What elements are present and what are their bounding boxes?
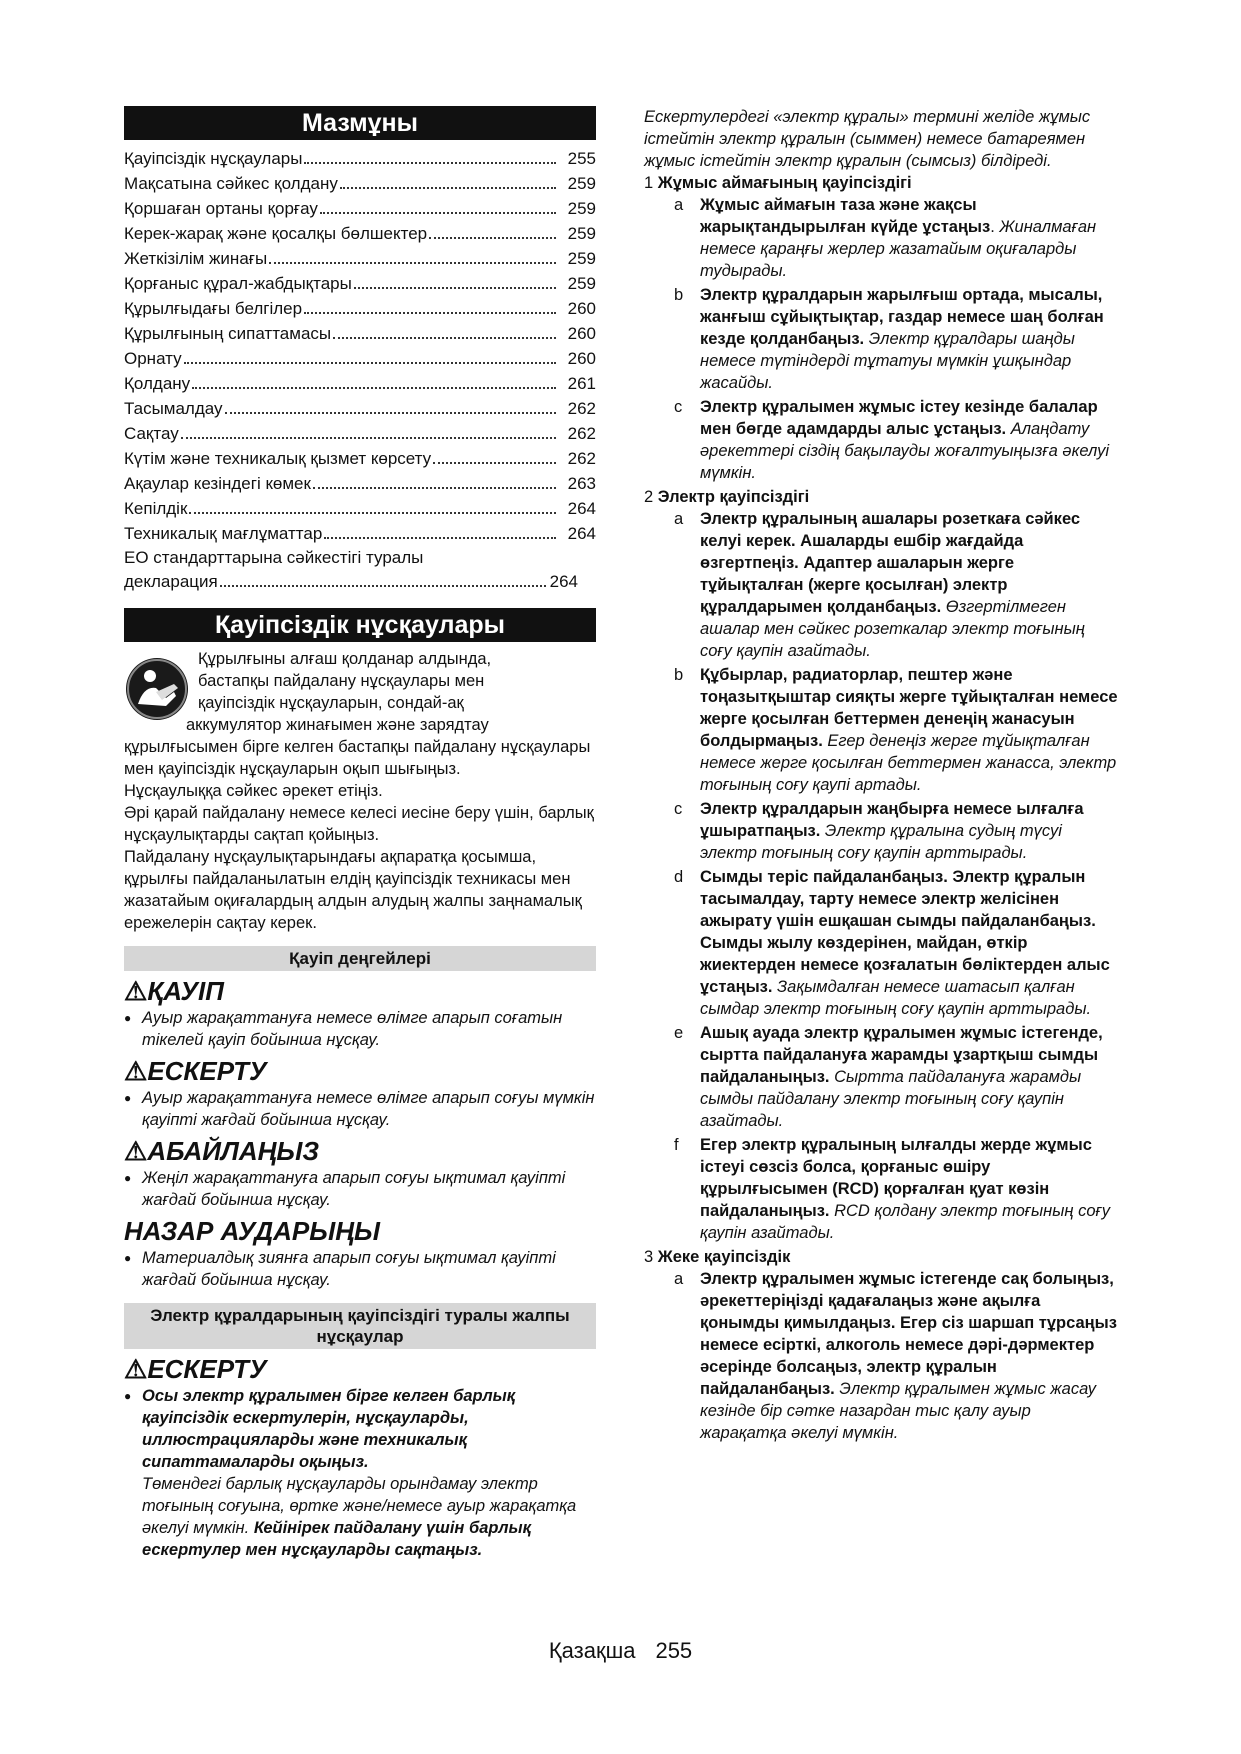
safety-sections bbox=[644, 172, 1118, 1444]
page-footer bbox=[0, 1638, 1241, 1664]
general-warning-heading: ⚠ЕСКЕРТУ bbox=[124, 1354, 267, 1384]
toc-row-declaration[interactable] bbox=[124, 546, 596, 594]
footer-language: Қазақша bbox=[548, 1638, 636, 1663]
toc-entry-title: Құрылғыдағы белгілер bbox=[124, 299, 303, 318]
item-letter: f bbox=[674, 1136, 679, 1154]
item-letter: a bbox=[674, 196, 684, 214]
intro-line-1: Құрылғыны алғаш қолданар алдында, bbox=[198, 650, 492, 668]
safety-item bbox=[644, 508, 1118, 662]
warning-triangle-icon: ⚠ bbox=[124, 1056, 148, 1086]
toc-row[interactable] bbox=[124, 471, 596, 496]
toc-declaration-line1: ЕО стандарттарына сәйкестігі туралы bbox=[124, 548, 424, 567]
item-bold: Электр құралдарын жаңбырға немесе ылғалға ұшыратпаңыз. bbox=[700, 800, 1084, 840]
toc-leader bbox=[333, 337, 556, 339]
item-bold: Жұмыс аймағын таза және жақсы жарықтандырылған күйде ұстаңыз bbox=[700, 196, 991, 236]
toc-title: Мазмұны bbox=[124, 106, 596, 140]
toc-leader bbox=[429, 237, 556, 239]
item-bold: Электр құралымен жұмыс істеу кезінде балалар мен бөгде адамдарды алыс ұстаңыз. bbox=[700, 398, 1098, 438]
toc-row[interactable] bbox=[124, 496, 596, 521]
caution-heading: ⚠АБАЙЛАҢЫЗ bbox=[124, 1136, 320, 1166]
notice-text: ● Материалдық зиянға апарып соғуы ықтимал қауіпті жағдай бойынша нұсқау. bbox=[124, 1247, 596, 1291]
item-sep: . bbox=[990, 218, 995, 236]
toc-entry-title: Кепілдік bbox=[124, 499, 188, 518]
intro-p2: Нұсқаулыққа сәйкес әрекет етіңіз. bbox=[124, 782, 383, 800]
warning-triangle-icon: ⚠ bbox=[124, 1354, 148, 1384]
caution-text: ● Жеңіл жарақаттануға апарып соғуы ықтимал қауіпті жағдай бойынша нұсқау. bbox=[124, 1167, 596, 1211]
general-b3: Кейінірек пайдалану үшін барлық ескертулер мен нұсқауларды сақтаңыз. bbox=[142, 1519, 531, 1559]
toc-leader bbox=[304, 312, 556, 314]
toc-row[interactable] bbox=[124, 246, 596, 271]
item-bold: Электр құралдарын жарылғыш ортада, мысалы, жанғыш сұйықтықтар, газдар немесе шаң болған кезде қолданбаңыз. bbox=[700, 286, 1104, 348]
item-letter: b bbox=[674, 666, 684, 684]
toc-row[interactable] bbox=[124, 271, 596, 296]
toc-entry-page: 255 bbox=[567, 149, 596, 168]
item-italic: Электр құралына судың түсуі электр тоғының соғу қаупін арттырады. bbox=[700, 822, 1062, 862]
safety-item bbox=[644, 798, 1118, 864]
item-italic: Өзгертілмеген ашалар мен сәйкес розеткалар электр тоғының соғу қаупін азайтады. bbox=[700, 598, 1085, 660]
safety-item bbox=[644, 396, 1118, 484]
safety-intro bbox=[124, 648, 596, 934]
toc-leader bbox=[320, 212, 556, 214]
toc-row[interactable] bbox=[124, 321, 596, 346]
safety-item bbox=[644, 1268, 1118, 1444]
toc-entry-title: Мақсатына сәйкес қолдану bbox=[124, 174, 338, 193]
item-italic: Зақымдалған немесе шатасып қалған сымдар электр тоғының соғу қаупін арттырады. bbox=[700, 978, 1092, 1018]
notice-heading: НАЗАР АУДАРЫҢЫ bbox=[124, 1216, 381, 1246]
warning-text: ● Ауыр жарақаттануға немесе өлімге апарып соғуы мүмкін қауіпті жағдай бойынша нұсқау. bbox=[124, 1087, 596, 1131]
section-heading: 1 Жұмыс аймағының қауіпсіздігі bbox=[644, 174, 912, 192]
toc-entry-title: Ақаулар кезіндегі көмек bbox=[124, 474, 311, 493]
toc-leader bbox=[324, 537, 556, 539]
item-bold: Құбырлар, радиаторлар, пештер және тоңазытқыштар сияқты жерге тұйықталған немесе жерге қосылған беттермен денеңің жанасуын болдырмаңыз. bbox=[700, 666, 1118, 750]
toc-entry-title: Орнату bbox=[124, 349, 182, 368]
item-italic: Сыртта пайдалануға жарамды сымды пайдалану электр тоғының соғу қаупін азайтады. bbox=[700, 1068, 1082, 1130]
warning-heading: ⚠ЕСКЕРТУ bbox=[124, 1056, 267, 1086]
toc-leader bbox=[354, 287, 556, 289]
toc-entry-title: Техникалық мағлұматтар bbox=[124, 524, 323, 543]
toc-entry-page: 260 bbox=[567, 299, 596, 318]
item-italic: Алаңдату әрекеттері сіздің бақылауды жоғалтуыңызға әкелуі мүмкін. bbox=[700, 420, 1110, 482]
safety-item bbox=[644, 194, 1118, 282]
toc-row[interactable] bbox=[124, 196, 596, 221]
hazard-levels-title: Қауіп деңгейлері bbox=[124, 946, 596, 971]
toc-entry-page: 259 bbox=[567, 249, 596, 268]
toc-row[interactable] bbox=[124, 421, 596, 446]
safety-item bbox=[644, 1134, 1118, 1244]
toc-entry-page: 259 bbox=[567, 274, 596, 293]
toc-leader bbox=[181, 437, 556, 439]
general-b1: Осы электр құралымен бірге келген барлық қауіпсіздік ескертулерін, нұсқауларды, иллюстрацияларды және техникалық сипаттамаларды оқыңыз. bbox=[142, 1387, 516, 1471]
toc-row[interactable] bbox=[124, 171, 596, 196]
toc-entry-title: Тасымалдау bbox=[124, 399, 223, 418]
item-letter: c bbox=[674, 800, 683, 818]
toc-leader bbox=[269, 262, 556, 264]
safety-item bbox=[644, 284, 1118, 394]
toc-row[interactable] bbox=[124, 446, 596, 471]
toc-entry-page: 259 bbox=[567, 224, 596, 243]
item-letter: a bbox=[674, 1270, 684, 1288]
item-bold: Егер электр құралының ылғалды жерде жұмыс істеуі сөзсіз болса, қорғаныс өшіру құрылғысымен (RCD) қорғалған қуат көзін пайдаланыңыз. bbox=[700, 1136, 1092, 1220]
left-column bbox=[124, 106, 596, 1561]
toc-declaration-line2: декларация bbox=[124, 572, 218, 591]
item-italic: RCD қолдану электр тоғының соғу қаупін азайтады. bbox=[700, 1202, 1110, 1242]
section-heading: 2 Электр қауіпсіздігі bbox=[644, 488, 810, 506]
warning-triangle-icon: ⚠ bbox=[124, 1136, 148, 1166]
toc-entry-page: 264 bbox=[567, 524, 596, 543]
intro-line-3: қауіпсіздік нұсқауларын, сондай-ақ bbox=[198, 694, 464, 712]
toc-entry-title: Қоршаған ортаны қорғау bbox=[124, 199, 318, 218]
toc-list bbox=[124, 146, 596, 546]
danger-heading: ⚠ҚАУІП bbox=[124, 976, 224, 1006]
toc-entry-title: Жеткізілім жинағы bbox=[124, 249, 268, 268]
item-italic: Электр құралдары шаңды немесе түтіндерді тұтатуы мүмкін ұшқындар жасайды. bbox=[700, 330, 1075, 392]
toc-row[interactable] bbox=[124, 346, 596, 371]
toc-leader bbox=[225, 412, 556, 414]
read-manual-icon bbox=[126, 658, 188, 720]
toc-entry-page: 259 bbox=[567, 174, 596, 193]
item-bold: Сымды теріс пайдаланбаңыз. Электр құралын тасымалдау, тарту немесе электр желісінен ажырату үшін ешқашан сымды пайдаланбаңыз. Сымды жылу көздерінен, майдан, өткір жиектерден немесе қозғалатын бөліктерден алыс ұстаңыз. bbox=[700, 868, 1110, 996]
toc-entry-page: 259 bbox=[567, 199, 596, 218]
toc-entry-page: 260 bbox=[567, 349, 596, 368]
toc-leader bbox=[340, 187, 556, 189]
toc-entry-title: Керек-жарақ және қосалқы бөлшектер bbox=[124, 224, 428, 243]
toc-entry-page: 264 bbox=[567, 499, 596, 518]
item-letter: b bbox=[674, 286, 684, 304]
toc-entry-title: Қолдану bbox=[124, 374, 191, 393]
toc-entry-title: Сақтау bbox=[124, 424, 179, 443]
warning-triangle-icon: ⚠ bbox=[124, 976, 148, 1006]
toc-entry-title: Қорғаныс құрал-жабдықтары bbox=[124, 274, 352, 293]
toc-entry-page: 260 bbox=[567, 324, 596, 343]
toc-row[interactable] bbox=[124, 521, 596, 546]
safety-item bbox=[644, 866, 1118, 1020]
general-warning-text bbox=[124, 1385, 596, 1561]
general-safety-title: Электр құралдарының қауіпсіздігі туралы жалпы нұсқаулар bbox=[124, 1303, 596, 1349]
toc-leader bbox=[189, 512, 556, 514]
item-letter: e bbox=[674, 1024, 684, 1042]
item-letter: c bbox=[674, 398, 683, 416]
danger-text: ● Ауыр жарақаттануға немесе өлімге апарып соғатын тікелей қауіп бойынша нұсқау. bbox=[124, 1007, 596, 1051]
general-b2: Төмендегі барлық нұсқауларды орындамау электр тоғының соғуына, өртке және/немесе ауыр жарақатқа әкелуі мүмкін. bbox=[142, 1475, 577, 1537]
safety-title: Қауіпсіздік нұсқаулары bbox=[124, 608, 596, 642]
toc-leader bbox=[192, 387, 556, 389]
toc-entry-page: 262 bbox=[567, 449, 596, 468]
item-italic: Егер денеңіз жерге тұйықталған немесе жерге қосылған беттермен жанасса, электр тоғының соғу қаупі артады. bbox=[700, 732, 1117, 794]
toc-row[interactable] bbox=[124, 296, 596, 321]
intro-line-4: аккумулятор жинағымен және зарядтау bbox=[186, 716, 489, 734]
toc-entry-page: 262 bbox=[567, 399, 596, 418]
toc-declaration-page: 264 bbox=[549, 572, 578, 591]
toc-row[interactable] bbox=[124, 396, 596, 421]
intro-rest: құрылғысымен бірге келген бастапқы пайдалану нұсқаулары мен қауіпсіздік нұсқауларын оқып шығыңыз. bbox=[124, 738, 591, 778]
right-intro: Ескертулердегі «электр құралы» термині желіде жұмыс істейтін электр құралын (сыммен) немесе батареямен жұмыс істейтін электр құралын (сымсыз) білдіреді. bbox=[644, 108, 1091, 170]
toc-entry-page: 261 bbox=[567, 374, 596, 393]
intro-line-2: бастапқы пайдалану нұсқаулары мен bbox=[198, 672, 485, 690]
safety-item bbox=[644, 1022, 1118, 1132]
intro-p3: Әрі қарай пайдалану немесе келесі иесіне беру үшін, барлық нұсқаулықтарды сақтап қойыңыз. bbox=[124, 804, 594, 844]
item-italic: Жиналмаған немесе қараңғы жерлер жазатайым оқиғаларды тудырады. bbox=[700, 218, 1097, 280]
item-letter: a bbox=[674, 510, 684, 528]
item-italic: Электр құралымен жұмыс жасау кезінде бір сәтке назардан тыс қалу ауыр жарақатқа әкелуі мүмкін. bbox=[700, 1380, 1096, 1442]
toc-entry-title: Күтім және техникалық қызмет көрсету bbox=[124, 449, 432, 468]
toc-row[interactable] bbox=[124, 146, 596, 171]
toc-row[interactable] bbox=[124, 371, 596, 396]
footer-page-number: 255 bbox=[655, 1638, 693, 1663]
toc-entry-page: 263 bbox=[567, 474, 596, 493]
toc-entry-title: Құрылғының сипаттамасы bbox=[124, 324, 332, 343]
toc-entry-page: 262 bbox=[567, 424, 596, 443]
section-heading: 3 Жеке қауіпсіздік bbox=[644, 1248, 791, 1266]
item-letter: d bbox=[674, 868, 684, 886]
toc-leader bbox=[433, 462, 556, 464]
intro-p4: Пайдалану нұсқаулықтарындағы ақпаратқа қосымша, құрылғы пайдаланылатын елдің қауіпсіздік техникасы мен жазатайым оқиғалардың алдын алудың жалпы заңнамалық ережелерін сақтау керек. bbox=[124, 848, 582, 932]
item-bold: Электр құралының ашалары розеткаға сәйкес келуі керек. Ашаларды ешбір жағдайда өзгертпеңіз. Адаптер ашаларын жерге тұйықталған (жерге қосылған) электр құралдарымен қолданбаңыз. bbox=[700, 510, 1081, 616]
item-bold: Ашық ауада электр құралымен жұмыс істегенде, сыртта пайдалануға жарамды ұзартқыш сымды пайдаланыңыз. bbox=[700, 1024, 1103, 1086]
toc-leader bbox=[313, 487, 556, 489]
toc-leader bbox=[184, 362, 556, 364]
toc-leader bbox=[304, 162, 556, 164]
item-bold: Электр құралымен жұмыс істегенде сақ болыңыз, әрекеттеріңізді қадағалаңыз және ақылға қонымды қимылдаңыз. Егер сіз шаршап тұрсаңыз немесе есірткі, алкоголь немесе дәрі-дәрмектер әсерінде болсаңыз, электр құралын пайдаланбаңыз. bbox=[700, 1270, 1117, 1398]
safety-item bbox=[644, 664, 1118, 796]
right-column bbox=[644, 106, 1118, 1446]
toc-row[interactable] bbox=[124, 221, 596, 246]
toc-entry-title: Қауіпсіздік нұсқаулары bbox=[124, 149, 303, 168]
